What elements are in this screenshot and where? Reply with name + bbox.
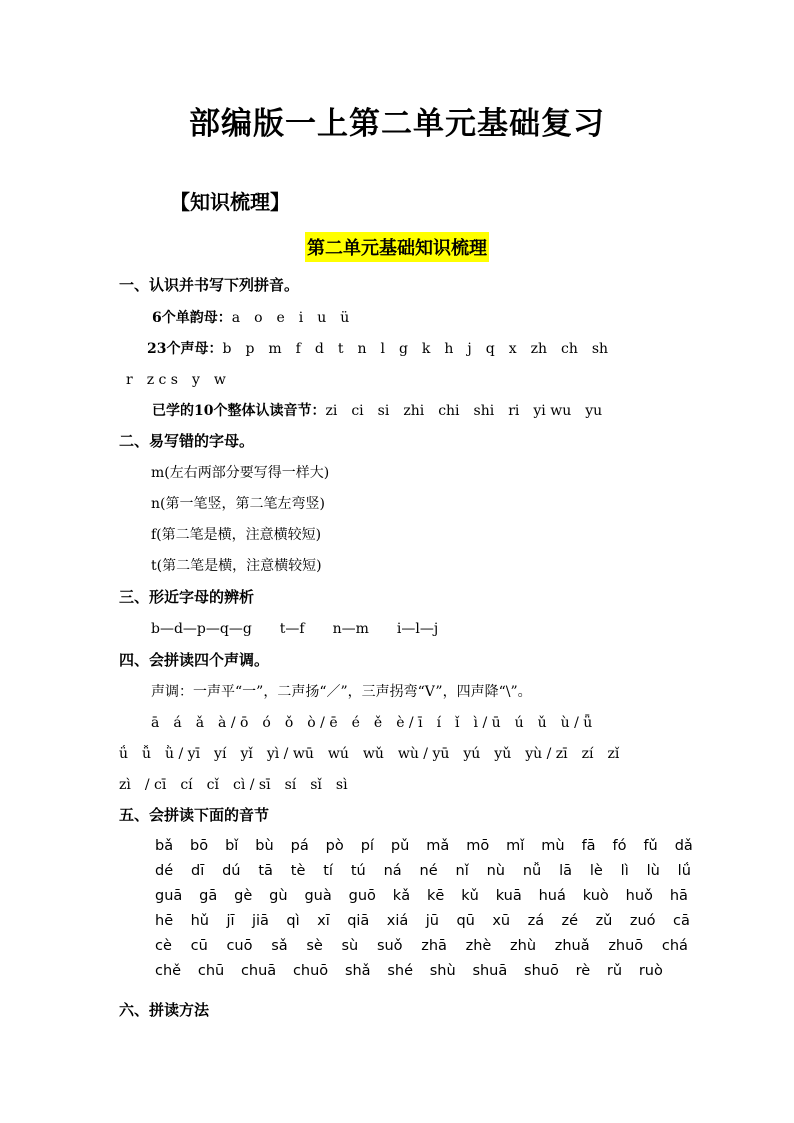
syllable: hǔ [190, 913, 209, 929]
syllable-row [155, 838, 693, 854]
syllable: kuā [495, 888, 522, 904]
syllable: huá [538, 888, 566, 904]
syllable: shuā [472, 963, 508, 979]
vowels-line [152, 307, 349, 327]
syllable: cuō [226, 938, 253, 954]
syllable: zǔ [595, 913, 613, 929]
syllable: guà [304, 888, 332, 904]
syllable: hē [155, 913, 174, 929]
syllable-row [155, 888, 688, 904]
syllable: sè [306, 938, 323, 954]
section-heading-4: 四、会拼读四个声调。 [119, 651, 270, 669]
syllable: bù [255, 838, 274, 854]
syllable: zé [561, 913, 579, 929]
syllable: qū [456, 913, 475, 929]
syllable: lǘ [677, 863, 691, 879]
syllable: cā [673, 913, 690, 929]
section-heading-1: 一、认识并书写下列拼音。 [119, 276, 300, 294]
syllable: tú [350, 863, 366, 879]
section-heading-2: 二、易写错的字母。 [119, 432, 255, 450]
syllables-list: zi ci si zhi chi shi ri yi wu yu [325, 403, 603, 419]
syllable: pí [360, 838, 374, 854]
syllable: rǔ [606, 963, 623, 979]
page-title: 部编版一上第二单元基础复习 [189, 106, 605, 142]
syllable: lā [559, 863, 572, 879]
section-bracket-title: 【知识梳理】 [170, 190, 290, 214]
syllable: nǚ [522, 863, 542, 879]
syllable: chū [197, 963, 225, 979]
syllable: dé [155, 863, 174, 879]
error-item: f(第二笔是横，注意横较短) [151, 527, 322, 543]
syllable: sǎ [271, 938, 288, 954]
syllable: hā [669, 888, 688, 904]
initials-list-1: b p m f d t n l g k h j q x zh ch sh [222, 341, 609, 357]
syllable: kǔ [461, 888, 479, 904]
syllable: ruò [638, 963, 663, 979]
syllable: qiā [347, 913, 370, 929]
syllable: shuō [524, 963, 559, 979]
syllable: tí [323, 863, 333, 879]
tones-line-1: ā á ǎ à / ō ó ǒ ò / ē é ě è / ī í ǐ ì / ū ú ǔ ù / ǖ [151, 715, 593, 731]
syllable: fó [612, 838, 627, 854]
syllable: huǒ [625, 888, 653, 904]
syllable: zhuǎ [554, 938, 590, 954]
syllables-line [152, 400, 602, 420]
syllable: cè [155, 938, 172, 954]
syllable: jī [226, 913, 235, 929]
syllable: mù [541, 838, 565, 854]
syllable: lù [646, 863, 660, 879]
syllable: jū [425, 913, 439, 929]
syllable: bǎ [155, 838, 174, 854]
syllable: rè [575, 963, 591, 979]
syllable: cū [190, 938, 208, 954]
tones-description: 声调：一声平“一”，二声扬“／”，三声拐弯“V”，四声降“\”。 [151, 684, 532, 700]
syllable: gè [234, 888, 253, 904]
syllable-row [155, 963, 663, 979]
similar-letters: b—d—p—q—g t—f n—m i—l—j [151, 621, 439, 637]
syllable: chuō [292, 963, 329, 979]
syllable-row [155, 863, 691, 879]
syllable: lè [589, 863, 603, 879]
syllable-row [155, 913, 690, 929]
syllable: zhè [465, 938, 492, 954]
syllable: xū [492, 913, 511, 929]
syllable: jiā [251, 913, 269, 929]
tones-line-2: ǘ ǚ ǜ / yī yí yǐ yì / wū wú wǔ wù / yū yú yǔ yù / zī zí zǐ [119, 746, 620, 762]
syllable: bō [190, 838, 209, 854]
section-heading-6: 六、拼读方法 [119, 1001, 210, 1019]
syllable: xī [317, 913, 330, 929]
syllable: zhā [421, 938, 447, 954]
highlighted-subtitle: 第二单元基础知识梳理 [305, 232, 489, 262]
syllable: chá [661, 938, 688, 954]
syllable: ná [383, 863, 402, 879]
syllable: dú [222, 863, 241, 879]
syllable: zuó [629, 913, 656, 929]
syllables-label: 已学的10个整体认读音节： [152, 403, 326, 419]
syllable: guā [155, 888, 183, 904]
syllable: kē [426, 888, 445, 904]
syllable: qì [286, 913, 300, 929]
tones-line-3: zì / cī cí cǐ cì / sī sí sǐ sì [119, 777, 348, 793]
syllable: kuò [582, 888, 609, 904]
syllable: mǎ [426, 838, 450, 854]
section-heading-3: 三、形近字母的辨析 [119, 588, 255, 606]
error-item: n(第一笔竖，第二笔左弯竖) [151, 496, 325, 512]
syllable: guō [348, 888, 376, 904]
initials-list-2: r z c s y w [126, 372, 226, 388]
syllable: tè [290, 863, 306, 879]
syllable: fā [581, 838, 596, 854]
syllable: suǒ [376, 938, 403, 954]
vowels-list: a o e i u ü [231, 310, 350, 326]
syllable: dǎ [674, 838, 693, 854]
syllable: sù [341, 938, 359, 954]
syllable: pá [290, 838, 309, 854]
syllable: nǐ [455, 863, 469, 879]
syllable: né [419, 863, 438, 879]
syllable-row [155, 938, 688, 954]
syllable: pò [325, 838, 344, 854]
syllable: lì [620, 863, 629, 879]
syllable: tā [258, 863, 273, 879]
syllable: pǔ [390, 838, 410, 854]
syllable: dī [190, 863, 205, 879]
error-item: m(左右两部分要写得一样大) [151, 465, 330, 481]
syllable: fǔ [643, 838, 658, 854]
syllable: zhù [510, 938, 537, 954]
syllable: mǐ [506, 838, 525, 854]
syllable: gā [199, 888, 218, 904]
syllable: bǐ [225, 838, 239, 854]
syllable: chě [155, 963, 182, 979]
section-heading-5: 五、会拼读下面的音节 [119, 806, 270, 824]
syllable: shù [429, 963, 456, 979]
syllable: gù [269, 888, 288, 904]
syllable: xiá [386, 913, 409, 929]
syllable: kǎ [392, 888, 411, 904]
initials-line [147, 338, 608, 358]
syllable: chuā [240, 963, 277, 979]
syllable: zá [527, 913, 545, 929]
syllable: shǎ [344, 963, 371, 979]
syllable: zhuō [608, 938, 644, 954]
vowels-label: 6个单韵母： [152, 310, 232, 326]
initials-label: 23个声母： [147, 341, 223, 357]
syllable: shé [387, 963, 413, 979]
syllable: mō [466, 838, 490, 854]
error-item: t(第二笔是横，注意横较短) [151, 558, 322, 574]
syllable: nù [486, 863, 505, 879]
